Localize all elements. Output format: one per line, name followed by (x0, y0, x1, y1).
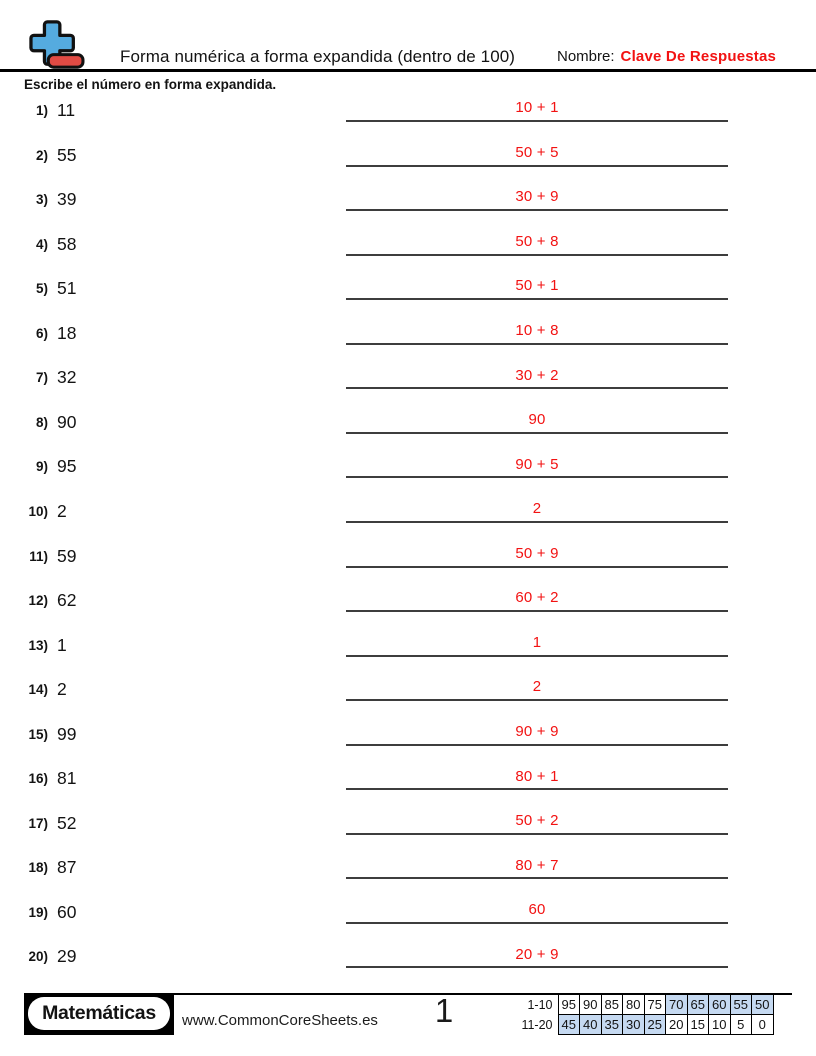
answer-blank-line (346, 452, 728, 478)
problem-number: 6) (35, 325, 48, 341)
plus-minus-logo-icon (24, 19, 88, 71)
problem-question: 51 (57, 278, 77, 299)
problem-answer: 10 + 8 (515, 322, 559, 339)
answer-blank-line (346, 631, 728, 657)
answer-blank-line (346, 230, 728, 256)
problem-answer: 30 + 9 (515, 188, 559, 206)
problem-question: 2 (57, 500, 67, 521)
answer-blank-line (346, 408, 728, 434)
score-cell: 40 (580, 1015, 602, 1035)
website-url: www.CommonCoreSheets.es (182, 1012, 378, 1029)
page-number: 1 (434, 992, 454, 1029)
problem-question: 55 (57, 144, 77, 165)
problem-answer: 90 + 9 (515, 722, 559, 740)
score-cell: 85 (601, 995, 623, 1015)
problem-row (0, 363, 816, 395)
problem-question: 60 (57, 901, 77, 922)
problem-question: 1 (57, 634, 67, 655)
score-cell: 65 (687, 995, 709, 1015)
problem-answer: 50 + 9 (515, 544, 559, 562)
page-title: Forma numérica a forma expandida (dentro de 100) (120, 47, 516, 66)
problem-answer: 60 + 2 (515, 589, 559, 607)
answer-blank-line (346, 185, 728, 211)
problem-row (0, 586, 816, 618)
score-cell: 50 (752, 995, 774, 1015)
brand-logo (24, 993, 174, 1035)
answer-blank-line (346, 764, 728, 790)
brand-name: Matemáticas (28, 997, 170, 1030)
score-cell: 15 (687, 1015, 709, 1035)
problem-row (0, 675, 816, 707)
score-cell: 90 (580, 995, 602, 1015)
problem-number: 2) (35, 147, 48, 163)
problem-number: 20) (28, 949, 48, 965)
problem-question: 62 (57, 590, 77, 611)
problem-answer: 50 + 1 (515, 277, 559, 295)
problem-row (0, 96, 816, 128)
problem-number: 12) (28, 593, 48, 609)
score-cell: 35 (601, 1015, 623, 1035)
problem-number: 5) (35, 281, 48, 297)
answer-blank-line (346, 363, 728, 389)
problem-answer: 20 + 9 (515, 945, 559, 963)
problem-answer: 2 (532, 678, 542, 696)
problem-answer: 90 (528, 411, 546, 429)
problem-row (0, 274, 816, 306)
problem-number: 9) (35, 459, 48, 475)
answer-blank-line (346, 853, 728, 879)
instructions-text: Escribe el número en forma expandida. (24, 77, 277, 92)
problem-number: 18) (28, 860, 48, 876)
problem-number: 7) (35, 370, 48, 386)
score-cell: 10 (709, 1015, 731, 1035)
problem-row (0, 185, 816, 217)
problem-row (0, 631, 816, 663)
problem-number: 16) (28, 771, 48, 787)
score-cell: 20 (666, 1015, 688, 1035)
score-cell: 30 (623, 1015, 645, 1035)
answer-blank-line (346, 586, 728, 612)
problem-question: 29 (57, 946, 77, 967)
answer-blank-line (346, 141, 728, 167)
name-label: Nombre: (557, 48, 615, 65)
problem-question: 99 (57, 723, 77, 744)
problem-question: 11 (57, 100, 76, 120)
answer-blank-line (346, 942, 728, 968)
problem-question: 58 (57, 233, 77, 254)
problem-answer: 80 + 7 (515, 856, 559, 874)
problem-number: 10) (28, 503, 48, 519)
score-cell: 75 (644, 995, 666, 1015)
header-divider (0, 69, 816, 72)
score-cell: 70 (666, 995, 688, 1015)
problem-question: 95 (57, 456, 77, 477)
problem-answer: 60 (528, 901, 546, 919)
answer-blank-line (346, 675, 728, 701)
score-cell: 5 (730, 1015, 752, 1035)
problem-answer: 1 (532, 633, 542, 651)
score-table (498, 994, 774, 1035)
problem-question: 81 (57, 768, 77, 789)
problem-row (0, 942, 816, 974)
problem-row (0, 542, 816, 574)
score-cell: 60 (709, 995, 731, 1015)
problem-question: 90 (57, 411, 77, 432)
problem-answer: 10 + 1 (515, 99, 559, 117)
problem-row (0, 230, 816, 262)
problem-answer: 90 + 5 (515, 455, 559, 473)
answer-blank-line (346, 96, 728, 122)
problem-question: 39 (57, 189, 77, 210)
problem-row (0, 408, 816, 440)
problem-answer: 50 + 8 (515, 232, 559, 250)
answer-blank-line (346, 720, 728, 746)
score-cell: 55 (730, 995, 752, 1015)
problem-question: 59 (57, 545, 77, 566)
problem-number: 11) (29, 548, 48, 564)
score-cell: 80 (623, 995, 645, 1015)
answer-blank-line (346, 542, 728, 568)
name-row (557, 48, 776, 65)
score-cell: 45 (558, 1015, 580, 1035)
score-cell: 25 (644, 1015, 666, 1035)
score-cell: 95 (558, 995, 580, 1015)
problem-number: 15) (28, 726, 48, 742)
problem-question: 32 (57, 367, 77, 388)
problem-answer: 50 + 2 (515, 812, 559, 830)
answer-blank-line (346, 809, 728, 835)
answer-blank-line (346, 319, 728, 345)
problem-number: 1) (35, 103, 48, 118)
problem-number: 3) (35, 192, 48, 208)
problem-answer: 2 (532, 500, 542, 518)
problem-answer: 30 + 2 (515, 366, 559, 384)
problem-row (0, 720, 816, 752)
problem-number: 13) (28, 637, 48, 653)
score-cell: 0 (752, 1015, 774, 1035)
problem-question: 2 (57, 679, 67, 700)
problem-question: 18 (57, 322, 77, 343)
problem-question: 52 (57, 812, 77, 833)
problem-answer: 80 + 1 (515, 767, 559, 785)
score-range-label: 11-20 (521, 1017, 553, 1032)
answer-blank-line (346, 898, 728, 924)
problem-row (0, 809, 816, 841)
problem-row (0, 452, 816, 484)
answer-blank-line (346, 497, 728, 523)
answer-blank-line (346, 274, 728, 300)
problem-number: 19) (28, 904, 48, 920)
problem-answer: 50 + 5 (515, 143, 559, 161)
problem-question: 87 (57, 857, 77, 878)
problem-row (0, 141, 816, 173)
answer-key-badge: Clave De Respuestas (620, 48, 777, 65)
problem-row (0, 319, 816, 351)
problem-number: 8) (35, 414, 48, 430)
problem-number: 14) (28, 682, 48, 698)
problem-row (0, 853, 816, 885)
problem-number: 4) (35, 236, 48, 252)
problem-row (0, 898, 816, 930)
score-range-label: 1-10 (527, 997, 553, 1012)
problem-row (0, 497, 816, 529)
problem-number: 17) (28, 815, 48, 831)
problem-row (0, 764, 816, 796)
